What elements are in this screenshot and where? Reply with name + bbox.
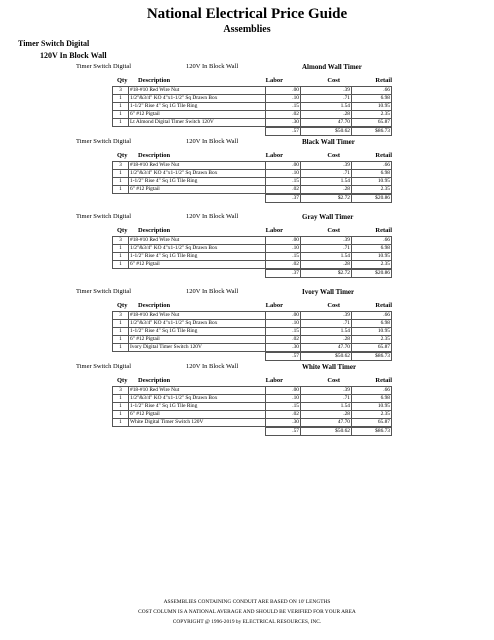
labor-cell: .15	[266, 328, 301, 336]
labor-cell: .15	[266, 103, 301, 111]
description-cell: Ivory Digital Timer Switch 120V	[129, 344, 266, 352]
qty-header: Qty	[117, 77, 128, 84]
assembly-type: 120V In Block Wall	[186, 288, 239, 295]
labor-header: Labor	[265, 377, 283, 384]
assembly-name: White Wall Timer	[302, 363, 357, 371]
assembly-name: Almond Wall Timer	[302, 63, 362, 71]
qty-cell: 1	[113, 170, 129, 178]
cost-cell: 47.70	[301, 119, 352, 127]
description-cell: 6" #12 Pigtail	[129, 186, 266, 194]
retail-total: $20.86	[352, 270, 392, 278]
description-cell: 6" #12 Pigtail	[129, 111, 266, 119]
qty-cell: 1	[113, 186, 129, 194]
qty-header: Qty	[117, 302, 128, 309]
retail-cell: 10.95	[352, 403, 392, 411]
table-row	[113, 119, 392, 127]
column-headers	[0, 224, 494, 236]
items-table	[112, 86, 392, 127]
assembly-name: Ivory Wall Timer	[302, 288, 355, 296]
table-row	[113, 170, 392, 178]
retail-cell: 6.98	[352, 395, 392, 403]
cost-cell: .39	[301, 237, 352, 245]
description-cell: #18-#10 Red Wire Nut	[129, 162, 266, 170]
cost-cell: .71	[301, 320, 352, 328]
qty-cell: 3	[113, 162, 129, 170]
description-cell: 1/2"&3/4" KO 4"x1-1/2" Sq Drawn Box	[129, 170, 266, 178]
description-header: Description	[138, 377, 171, 384]
qty-cell: 1	[113, 111, 129, 119]
labor-cell: .30	[266, 119, 301, 127]
table-row	[113, 387, 392, 395]
assembly-name: Gray Wall Timer	[302, 213, 354, 221]
qty-cell: 1	[113, 261, 129, 269]
retail-total: $20.86	[352, 195, 392, 203]
assembly-block	[0, 137, 494, 212]
column-headers	[0, 299, 494, 311]
labor-cell: .10	[266, 170, 301, 178]
assembly-type: 120V In Block Wall	[186, 63, 239, 70]
retail-header: Retail	[375, 152, 392, 159]
description-cell: 6" #12 Pigtail	[129, 261, 266, 269]
page-subtitle: Assemblies	[223, 24, 271, 35]
qty-cell: 3	[113, 87, 129, 95]
labor-header: Labor	[265, 152, 283, 159]
qty-cell: 1	[113, 344, 129, 352]
qty-cell: 1	[113, 178, 129, 186]
description-cell: 6" #12 Pigtail	[129, 336, 266, 344]
column-headers	[0, 149, 494, 161]
assembly-category: Timer Switch Digital	[76, 138, 132, 145]
table-row	[113, 344, 392, 352]
items-table	[112, 311, 392, 352]
cost-header: Cost	[327, 227, 340, 234]
cost-cell: .39	[301, 312, 352, 320]
labor-cell: .15	[266, 253, 301, 261]
retail-cell: 2.35	[352, 411, 392, 419]
table-row	[113, 395, 392, 403]
cost-cell: .28	[301, 186, 352, 194]
column-headers	[0, 374, 494, 386]
assembly-header	[0, 212, 494, 222]
labor-cell: .00	[266, 162, 301, 170]
description-header: Description	[138, 227, 171, 234]
footer-note-conduit: ASSEMBLIES CONTAINING CONDUIT ARE BASED ON 10' LENGTHS	[163, 599, 331, 605]
labor-total: .37	[266, 195, 301, 203]
description-header: Description	[138, 77, 171, 84]
labor-cell: .10	[266, 95, 301, 103]
assembly-type: 120V In Block Wall	[186, 138, 239, 145]
retail-cell: 10.95	[352, 178, 392, 186]
qty-cell: 1	[113, 403, 129, 411]
description-cell: #18-#10 Red Wire Nut	[129, 87, 266, 95]
retail-cell: 2.35	[352, 336, 392, 344]
cost-header: Cost	[327, 302, 340, 309]
retail-cell: 10.95	[352, 328, 392, 336]
cost-header: Cost	[327, 152, 340, 159]
retail-cell: .66	[352, 387, 392, 395]
cost-total: $50.62	[301, 428, 352, 436]
retail-cell: 6.98	[352, 245, 392, 253]
retail-header: Retail	[375, 77, 392, 84]
description-cell: 1-1/2" Rise 4" Sq 1G Tile Ring	[129, 253, 266, 261]
cost-total: $2.72	[301, 270, 352, 278]
totals-row	[265, 427, 392, 436]
cost-cell: .71	[301, 95, 352, 103]
description-cell: #18-#10 Red Wire Nut	[129, 312, 266, 320]
table-row	[113, 111, 392, 119]
assembly-type: 120V In Block Wall	[186, 363, 239, 370]
qty-cell: 1	[113, 336, 129, 344]
cost-header: Cost	[327, 77, 340, 84]
labor-cell: .10	[266, 320, 301, 328]
labor-cell: .10	[266, 395, 301, 403]
footer-note-cost: COST COLUMN IS A NATIONAL AVERAGE AND SHOULD BE VERIFIED FOR YOUR AREA	[138, 609, 356, 615]
assembly-name: Black Wall Timer	[302, 138, 355, 146]
cost-cell: 1.54	[301, 328, 352, 336]
table-row	[113, 103, 392, 111]
qty-cell: 1	[113, 253, 129, 261]
page-title: National Electrical Price Guide	[146, 6, 348, 22]
cost-total: $50.62	[301, 353, 352, 361]
qty-header: Qty	[117, 377, 128, 384]
items-table	[112, 386, 392, 427]
qty-cell: 3	[113, 387, 129, 395]
retail-cell: 65.87	[352, 119, 392, 127]
assembly-header	[0, 137, 494, 147]
table-row	[113, 237, 392, 245]
qty-cell: 1	[113, 103, 129, 111]
description-header: Description	[138, 152, 171, 159]
cost-cell: .39	[301, 87, 352, 95]
retail-cell: 10.95	[352, 253, 392, 261]
description-cell: 1/2"&3/4" KO 4"x1-1/2" Sq Drawn Box	[129, 395, 266, 403]
labor-total: .37	[266, 270, 301, 278]
description-cell: 1-1/2" Rise 4" Sq 1G Tile Ring	[129, 403, 266, 411]
cost-cell: 1.54	[301, 103, 352, 111]
retail-cell: 6.98	[352, 170, 392, 178]
cost-cell: .39	[301, 162, 352, 170]
table-row	[113, 261, 392, 269]
labor-total: .57	[266, 128, 301, 136]
subsection-heading: 120V In Block Wall	[40, 51, 107, 60]
totals-row	[265, 269, 392, 278]
labor-total: .57	[266, 428, 301, 436]
cost-total: $50.62	[301, 128, 352, 136]
cost-total: $2.72	[301, 195, 352, 203]
labor-cell: .10	[266, 245, 301, 253]
table-row	[113, 186, 392, 194]
cost-cell: 47.70	[301, 419, 352, 427]
cost-cell: .28	[301, 261, 352, 269]
table-row	[113, 336, 392, 344]
table-row	[113, 245, 392, 253]
retail-cell: .66	[352, 237, 392, 245]
totals-row	[265, 127, 392, 136]
description-cell: 1-1/2" Rise 4" Sq 1G Tile Ring	[129, 103, 266, 111]
cost-cell: 47.70	[301, 344, 352, 352]
cost-cell: .71	[301, 245, 352, 253]
section-heading: Timer Switch Digital	[18, 39, 90, 48]
assembly-type: 120V In Block Wall	[186, 213, 239, 220]
retail-cell: 6.98	[352, 95, 392, 103]
assembly-category: Timer Switch Digital	[76, 63, 132, 70]
retail-cell: .66	[352, 87, 392, 95]
description-cell: White Digital Timer Switch 120V	[129, 419, 266, 427]
qty-header: Qty	[117, 227, 128, 234]
cost-cell: .71	[301, 170, 352, 178]
labor-cell: .00	[266, 312, 301, 320]
table-row	[113, 419, 392, 427]
qty-cell: 1	[113, 411, 129, 419]
assembly-header	[0, 362, 494, 372]
cost-cell: 1.54	[301, 403, 352, 411]
assembly-category: Timer Switch Digital	[76, 363, 132, 370]
labor-total: .57	[266, 353, 301, 361]
assembly-block	[0, 287, 494, 362]
cost-cell: .28	[301, 336, 352, 344]
table-row	[113, 320, 392, 328]
qty-cell: 1	[113, 395, 129, 403]
labor-cell: .02	[266, 336, 301, 344]
description-cell: 1-1/2" Rise 4" Sq 1G Tile Ring	[129, 178, 266, 186]
description-cell: 1/2"&3/4" KO 4"x1-1/2" Sq Drawn Box	[129, 95, 266, 103]
description-cell: 6" #12 Pigtail	[129, 411, 266, 419]
labor-cell: .02	[266, 186, 301, 194]
column-headers	[0, 74, 494, 86]
assembly-list	[0, 62, 494, 437]
description-cell: 1/2"&3/4" KO 4"x1-1/2" Sq Drawn Box	[129, 245, 266, 253]
retail-cell: .66	[352, 162, 392, 170]
table-row	[113, 312, 392, 320]
retail-total: $86.73	[352, 353, 392, 361]
totals-row	[265, 194, 392, 203]
qty-cell: 1	[113, 119, 129, 127]
qty-header: Qty	[117, 152, 128, 159]
labor-cell: .15	[266, 403, 301, 411]
table-row	[113, 87, 392, 95]
labor-header: Labor	[265, 227, 283, 234]
cost-cell: 1.54	[301, 253, 352, 261]
retail-cell: 65.87	[352, 419, 392, 427]
description-cell: #18-#10 Red Wire Nut	[129, 387, 266, 395]
table-row	[113, 95, 392, 103]
retail-total: $86.73	[352, 128, 392, 136]
retail-total: $86.73	[352, 428, 392, 436]
description-cell: Lt Almond Digital Timer Switch 120V	[129, 119, 266, 127]
labor-cell: .02	[266, 111, 301, 119]
retail-cell: 2.35	[352, 111, 392, 119]
description-cell: #18-#10 Red Wire Nut	[129, 237, 266, 245]
retail-cell: 10.95	[352, 103, 392, 111]
totals-row	[265, 352, 392, 361]
labor-cell: .30	[266, 419, 301, 427]
labor-cell: .00	[266, 87, 301, 95]
retail-header: Retail	[375, 227, 392, 234]
labor-cell: .30	[266, 344, 301, 352]
labor-cell: .00	[266, 387, 301, 395]
table-row	[113, 253, 392, 261]
assembly-category: Timer Switch Digital	[76, 213, 132, 220]
retail-cell: .66	[352, 312, 392, 320]
description-header: Description	[138, 302, 171, 309]
qty-cell: 1	[113, 328, 129, 336]
labor-cell: .15	[266, 178, 301, 186]
retail-header: Retail	[375, 302, 392, 309]
description-cell: 1-1/2" Rise 4" Sq 1G Tile Ring	[129, 328, 266, 336]
retail-cell: 2.35	[352, 186, 392, 194]
assembly-block	[0, 362, 494, 437]
retail-header: Retail	[375, 377, 392, 384]
assembly-block	[0, 62, 494, 137]
assembly-category: Timer Switch Digital	[76, 288, 132, 295]
cost-cell: .28	[301, 411, 352, 419]
labor-cell: .02	[266, 411, 301, 419]
cost-cell: 1.54	[301, 178, 352, 186]
items-table	[112, 161, 392, 194]
retail-cell: 6.98	[352, 320, 392, 328]
labor-cell: .02	[266, 261, 301, 269]
footer-copyright: COPYRIGHT @ 1996-2019 by ELECTRICAL RESOURCES, INC.	[172, 619, 322, 625]
labor-header: Labor	[265, 302, 283, 309]
cost-cell: .39	[301, 387, 352, 395]
retail-cell: 2.35	[352, 261, 392, 269]
qty-cell: 3	[113, 237, 129, 245]
assembly-header	[0, 287, 494, 297]
table-row	[113, 411, 392, 419]
table-row	[113, 162, 392, 170]
labor-cell: .00	[266, 237, 301, 245]
cost-header: Cost	[327, 377, 340, 384]
qty-cell: 1	[113, 95, 129, 103]
assembly-block	[0, 212, 494, 287]
description-cell: 1/2"&3/4" KO 4"x1-1/2" Sq Drawn Box	[129, 320, 266, 328]
retail-cell: 65.87	[352, 344, 392, 352]
qty-cell: 1	[113, 320, 129, 328]
assembly-header	[0, 62, 494, 72]
table-row	[113, 328, 392, 336]
items-table	[112, 236, 392, 269]
table-row	[113, 178, 392, 186]
qty-cell: 3	[113, 312, 129, 320]
cost-cell: .28	[301, 111, 352, 119]
cost-cell: .71	[301, 395, 352, 403]
table-row	[113, 403, 392, 411]
qty-cell: 1	[113, 245, 129, 253]
labor-header: Labor	[265, 77, 283, 84]
qty-cell: 1	[113, 419, 129, 427]
